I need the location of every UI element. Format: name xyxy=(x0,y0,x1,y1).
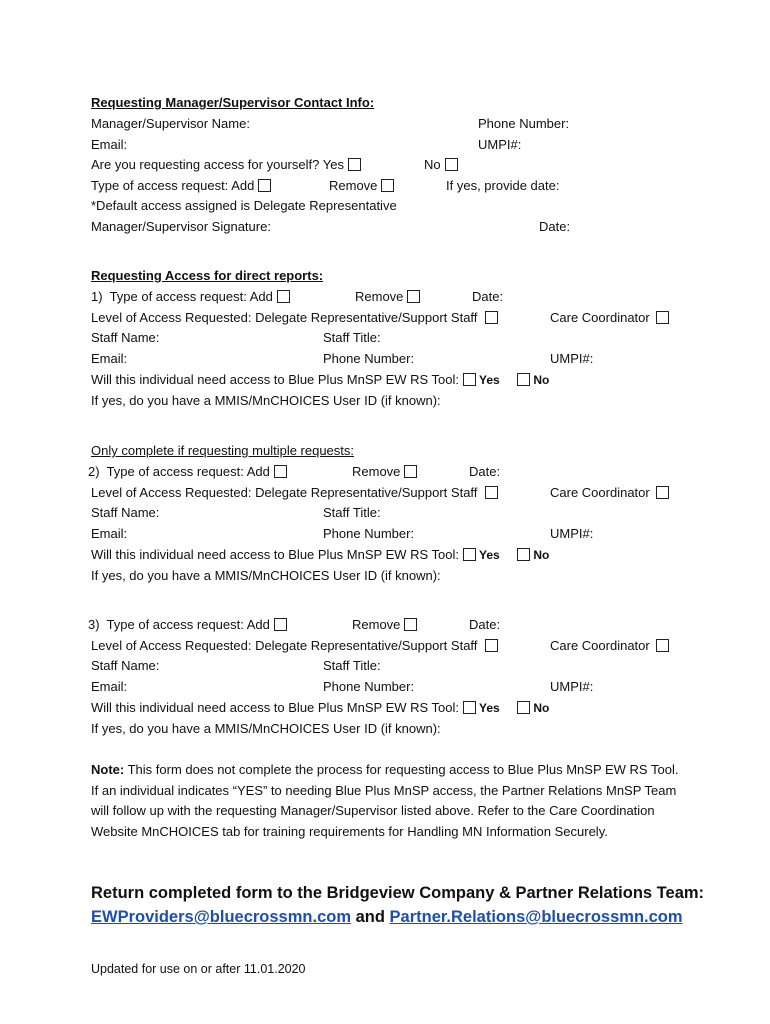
staff-email-label: Email: xyxy=(91,679,128,695)
manager-remove-label: Remove xyxy=(329,178,378,193)
staff-phone-label: Phone Number: xyxy=(323,679,415,695)
request-type-label: Type of access request: xyxy=(106,464,244,479)
tool-access-row xyxy=(91,372,549,388)
request-date-label: Date: xyxy=(469,464,501,479)
tool-no-label: No xyxy=(533,372,550,387)
request-remove-label: Remove xyxy=(355,289,404,304)
staff-title-label: Staff Title: xyxy=(323,505,381,521)
request-type-label: Type of access request: xyxy=(106,617,244,632)
care-coordinator-option xyxy=(550,485,669,501)
tool-yes-label: Yes xyxy=(479,700,500,715)
mmis-question: If yes, do you have a MMIS/MnCHOICES User ID (if known): xyxy=(91,720,441,736)
request-add-label: Add xyxy=(246,464,270,479)
default-access-note: *Default access assigned is Delegate Representative xyxy=(91,198,397,213)
request-number: 3) xyxy=(88,617,100,632)
signature-date-label: Date: xyxy=(539,219,571,234)
request-add-checkbox[interactable] xyxy=(274,465,287,478)
staff-title-label: Staff Title: xyxy=(323,658,381,674)
tool-yes-checkbox[interactable] xyxy=(463,548,476,561)
delegate-label: Delegate Representative/Support Staff xyxy=(255,637,478,653)
manager-remove-checkbox[interactable] xyxy=(381,179,394,192)
self-yes-label: Yes xyxy=(322,157,344,172)
partner-relations-email-link[interactable]: Partner.Relations@bluecrossmn.com xyxy=(389,908,683,926)
request-type-row xyxy=(88,464,287,480)
request-add-checkbox[interactable] xyxy=(274,618,287,631)
request-remove-option xyxy=(352,617,417,633)
request-remove-option xyxy=(352,464,417,480)
return-instructions xyxy=(91,881,704,929)
staff-umpi-label: UMPI#: xyxy=(550,351,594,367)
tool-access-row xyxy=(91,547,549,563)
care-coordinator-option xyxy=(550,310,669,326)
mmis-question: If yes, do you have a MMIS/MnCHOICES User ID (if known): xyxy=(91,392,441,408)
manager-section-heading: Requesting Manager/Supervisor Contact Info: xyxy=(91,95,375,110)
care-coordinator-checkbox[interactable] xyxy=(656,311,669,324)
delegate-label: Delegate Representative/Support Staff xyxy=(255,309,478,325)
request-add-label: Add xyxy=(249,289,273,304)
self-no-option xyxy=(424,157,458,173)
request-remove-checkbox[interactable] xyxy=(404,618,417,631)
care-coordinator-label: Care Coordinator xyxy=(550,309,650,325)
level-label: Level of Access Requested: xyxy=(91,484,252,500)
request-add-label: Add xyxy=(246,617,270,632)
signature-label: Manager/Supervisor Signature: xyxy=(91,219,271,234)
request-date-label: Date: xyxy=(469,617,501,632)
note-paragraph xyxy=(91,760,681,842)
staff-email-label: Email: xyxy=(91,351,128,367)
self-request-label: Are you requesting access for yourself? xyxy=(91,157,320,172)
care-coordinator-label: Care Coordinator xyxy=(550,637,650,653)
staff-umpi-label: UMPI#: xyxy=(550,679,594,695)
level-label: Level of Access Requested: xyxy=(91,309,252,325)
tool-yes-checkbox[interactable] xyxy=(463,701,476,714)
and-text: and xyxy=(355,908,385,926)
care-coordinator-option xyxy=(550,638,669,654)
staff-title-label: Staff Title: xyxy=(323,330,381,346)
staff-name-label: Staff Name: xyxy=(91,658,160,674)
delegate-label: Delegate Representative/Support Staff xyxy=(255,484,478,500)
staff-umpi-label: UMPI#: xyxy=(550,526,594,542)
if-yes-date-label: If yes, provide date: xyxy=(446,178,560,193)
level-of-access-row xyxy=(91,485,498,501)
manager-remove-option xyxy=(329,178,394,194)
request-number: 1) xyxy=(91,289,103,304)
staff-phone-label: Phone Number: xyxy=(323,526,415,542)
tool-yes-checkbox[interactable] xyxy=(463,373,476,386)
manager-phone-label: Phone Number: xyxy=(478,116,570,131)
self-no-label: No xyxy=(424,157,441,172)
mmis-question: If yes, do you have a MMIS/MnCHOICES User ID (if known): xyxy=(91,567,441,583)
tool-no-checkbox[interactable] xyxy=(517,701,530,714)
manager-type-label: Type of access request: xyxy=(91,178,229,193)
request-remove-checkbox[interactable] xyxy=(404,465,417,478)
tool-access-row xyxy=(91,700,549,716)
manager-name-label: Manager/Supervisor Name: xyxy=(91,116,250,131)
self-no-checkbox[interactable] xyxy=(445,158,458,171)
staff-email-label: Email: xyxy=(91,526,128,542)
multiple-requests-heading: Only complete if requesting multiple requests: xyxy=(91,443,355,458)
level-label: Level of Access Requested: xyxy=(91,637,252,653)
level-of-access-row xyxy=(91,310,498,326)
tool-no-label: No xyxy=(533,547,550,562)
staff-name-label: Staff Name: xyxy=(91,505,160,521)
staff-name-label: Staff Name: xyxy=(91,330,160,346)
tool-yes-label: Yes xyxy=(479,372,500,387)
level-of-access-row xyxy=(91,638,498,654)
tool-no-checkbox[interactable] xyxy=(517,548,530,561)
request-number: 2) xyxy=(88,464,100,479)
manager-umpi-label: UMPI#: xyxy=(478,137,522,152)
tool-question: Will this individual need access to Blue Plus MnSP EW RS Tool: xyxy=(91,546,460,562)
request-remove-label: Remove xyxy=(352,617,401,632)
request-add-checkbox[interactable] xyxy=(277,290,290,303)
tool-yes-label: Yes xyxy=(479,547,500,562)
manager-email-label: Email: xyxy=(91,137,128,152)
tool-no-checkbox[interactable] xyxy=(517,373,530,386)
request-type-row xyxy=(91,289,290,305)
tool-question: Will this individual need access to Blue Plus MnSP EW RS Tool: xyxy=(91,371,460,387)
request-type-row xyxy=(88,617,287,633)
self-yes-checkbox[interactable] xyxy=(348,158,361,171)
request-remove-checkbox[interactable] xyxy=(407,290,420,303)
return-line: Return completed form to the Bridgeview Company & Partner Relations Team: xyxy=(91,884,705,902)
care-coordinator-checkbox[interactable] xyxy=(656,486,669,499)
request-type-label: Type of access request: xyxy=(109,289,247,304)
manager-add-label: Add xyxy=(231,178,255,193)
ewproviders-email-link[interactable]: EWProviders@bluecrossmn.com xyxy=(91,908,351,926)
note-text: This form does not complete the process for requesting access to Blue Plus MnSP EW RS Tool. If an individual indicates “YES” to needing Blue Plus MnSP access, the Partner Relations MnSP Team will follow up with the requesting Manager/Supervisor listed above. Refer to the Care Coordination Website MnCHOICES tab for training requirements for Handling MN Information Securely. xyxy=(91,762,679,839)
self-request-question xyxy=(91,157,361,173)
note-label: Note: xyxy=(91,762,125,777)
request-remove-label: Remove xyxy=(352,464,401,479)
delegate-checkbox[interactable] xyxy=(485,639,498,652)
care-coordinator-checkbox[interactable] xyxy=(656,639,669,652)
request-remove-option xyxy=(355,289,420,305)
delegate-checkbox[interactable] xyxy=(485,311,498,324)
staff-phone-label: Phone Number: xyxy=(323,351,415,367)
direct-reports-heading: Requesting Access for direct reports: xyxy=(91,268,324,283)
tool-no-label: No xyxy=(533,700,550,715)
manager-type-row xyxy=(91,178,271,194)
tool-question: Will this individual need access to Blue Plus MnSP EW RS Tool: xyxy=(91,699,460,715)
care-coordinator-label: Care Coordinator xyxy=(550,484,650,500)
footer-updated: Updated for use on or after 11.01.2020 xyxy=(91,962,306,976)
request-date-label: Date: xyxy=(472,289,504,304)
manager-add-checkbox[interactable] xyxy=(258,179,271,192)
delegate-checkbox[interactable] xyxy=(485,486,498,499)
